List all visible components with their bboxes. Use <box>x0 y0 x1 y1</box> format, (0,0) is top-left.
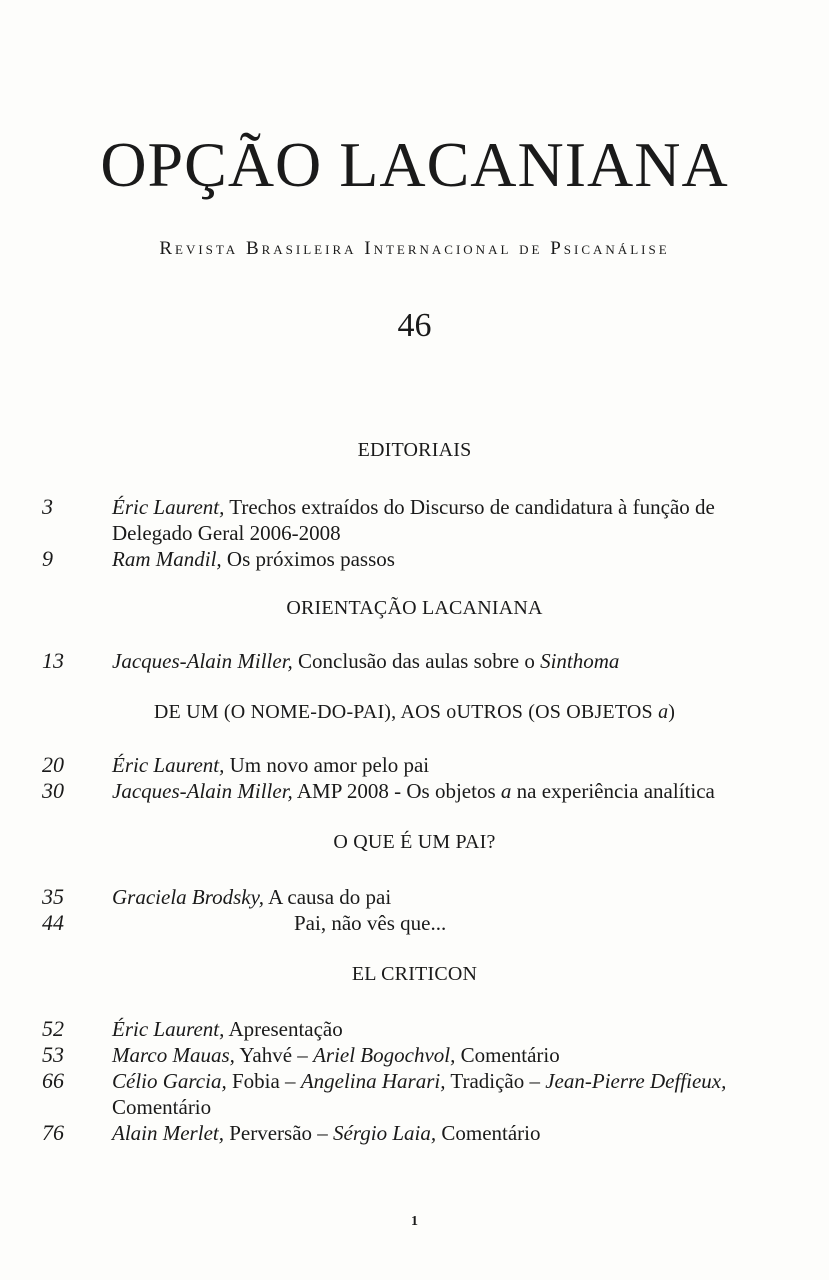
entry-author-2: Ariel Bogochvol, <box>313 1043 456 1067</box>
toc-entry <box>0 1120 829 1146</box>
entry-page: 35 <box>42 884 64 909</box>
entry-author: Éric Laurent, <box>112 753 225 777</box>
toc-entry <box>0 752 829 778</box>
entry-title: Trechos extraídos do Discurso de candidatura à função de Delegado Geral 2006-2008 <box>112 495 715 545</box>
section-entries <box>0 494 829 572</box>
section-entries <box>0 648 829 674</box>
entry-text <box>112 494 772 546</box>
entry-author: Graciela Brodsky, <box>112 885 265 909</box>
section-entries <box>0 884 829 936</box>
entry-author-2: Angelina Harari, <box>300 1069 446 1093</box>
entry-title: Yahvé – <box>234 1043 314 1067</box>
toc-entry <box>0 546 829 572</box>
entry-text <box>112 1120 772 1146</box>
entry-author-3: Jean-Pierre Deffieux, <box>545 1069 727 1093</box>
entry-author-2: Sérgio Laia, <box>333 1121 437 1145</box>
entry-title: Perversão – <box>223 1121 334 1145</box>
entry-page: 13 <box>42 648 64 673</box>
entry-author: Jacques-Alain Miller, <box>112 779 293 803</box>
section-heading-text: DE UM (O NOME-DO-PAI), AOS oUTROS (OS OBJETOS <box>153 701 659 723</box>
entry-title-2: Comentário <box>455 1043 560 1067</box>
entry-text <box>112 778 772 804</box>
toc-entry <box>0 648 829 674</box>
entry-page: 66 <box>42 1068 64 1093</box>
entry-page: 30 <box>42 778 64 803</box>
entry-author: Éric Laurent, <box>112 495 225 519</box>
section-heading-italic: a <box>658 701 669 723</box>
entry-title-3: Comentário <box>112 1095 212 1119</box>
section-entries <box>0 752 829 804</box>
entry-title-end: na experiência analítica <box>511 779 715 803</box>
journal-subtitle: Revista Brasileira Internacional de Psicanálise <box>159 238 670 259</box>
journal-title: OPÇÃO LACANIANA <box>100 129 729 200</box>
section-heading-de-um <box>0 700 829 724</box>
entry-title: Pai, não vês que... <box>294 911 447 935</box>
entry-page: 9 <box>42 546 53 571</box>
entry-title-italic: Sinthoma <box>540 649 620 673</box>
entry-author: Alain Merlet, <box>112 1121 224 1145</box>
issue-number: 46 <box>397 307 432 344</box>
section-heading-o-que-e-um-pai: O QUE É UM PAI? <box>333 831 496 853</box>
entry-page: 44 <box>42 910 64 935</box>
entry-author: Jacques-Alain Miller, <box>112 649 293 673</box>
entry-title: Apresentação <box>224 1017 343 1041</box>
entry-text <box>112 648 772 674</box>
toc-entry <box>0 910 829 936</box>
entry-author: Célio Garcia, <box>112 1069 227 1093</box>
section-heading-text-end: ) <box>668 701 676 723</box>
entry-title: AMP 2008 - Os objetos <box>292 779 501 803</box>
entry-author: Éric Laurent, <box>112 1017 225 1041</box>
toc-entry <box>0 884 829 910</box>
section-heading-editoriais: EDITORIAIS <box>357 439 472 461</box>
entry-page: 20 <box>42 752 64 777</box>
entry-title-2: Comentário <box>436 1121 541 1145</box>
entry-text <box>112 884 772 910</box>
entry-title: Fobia – <box>226 1069 301 1093</box>
entry-title-2: Tradição – <box>445 1069 546 1093</box>
page-number: 1 <box>411 1214 418 1229</box>
entry-page: 52 <box>42 1016 64 1041</box>
entry-author: Marco Mauas, <box>112 1043 235 1067</box>
entry-author: Ram Mandil, <box>112 547 222 571</box>
section-heading-el-criticon: EL CRITICON <box>351 963 478 985</box>
toc-entry <box>0 494 829 546</box>
entry-text <box>112 1068 772 1120</box>
entry-text <box>112 1042 772 1068</box>
entry-title: Conclusão das aulas sobre o <box>292 649 541 673</box>
entry-title: Um novo amor pelo pai <box>224 753 430 777</box>
entry-title-italic: a <box>500 779 512 803</box>
section-heading-orientacao: ORIENTAÇÃO LACANIANA <box>286 597 543 619</box>
entry-page: 53 <box>42 1042 64 1067</box>
table-of-contents <box>0 438 829 1146</box>
section-entries <box>0 1016 829 1146</box>
toc-entry <box>0 1068 829 1120</box>
toc-entry <box>0 1016 829 1042</box>
entry-text <box>112 1016 772 1042</box>
entry-title: Os próximos passos <box>221 547 395 571</box>
toc-entry <box>0 1042 829 1068</box>
entry-text <box>112 546 772 572</box>
entry-page: 76 <box>42 1120 64 1145</box>
entry-text <box>112 752 772 778</box>
entry-title: A causa do pai <box>264 885 392 909</box>
toc-entry <box>0 778 829 804</box>
entry-page: 3 <box>42 494 53 519</box>
